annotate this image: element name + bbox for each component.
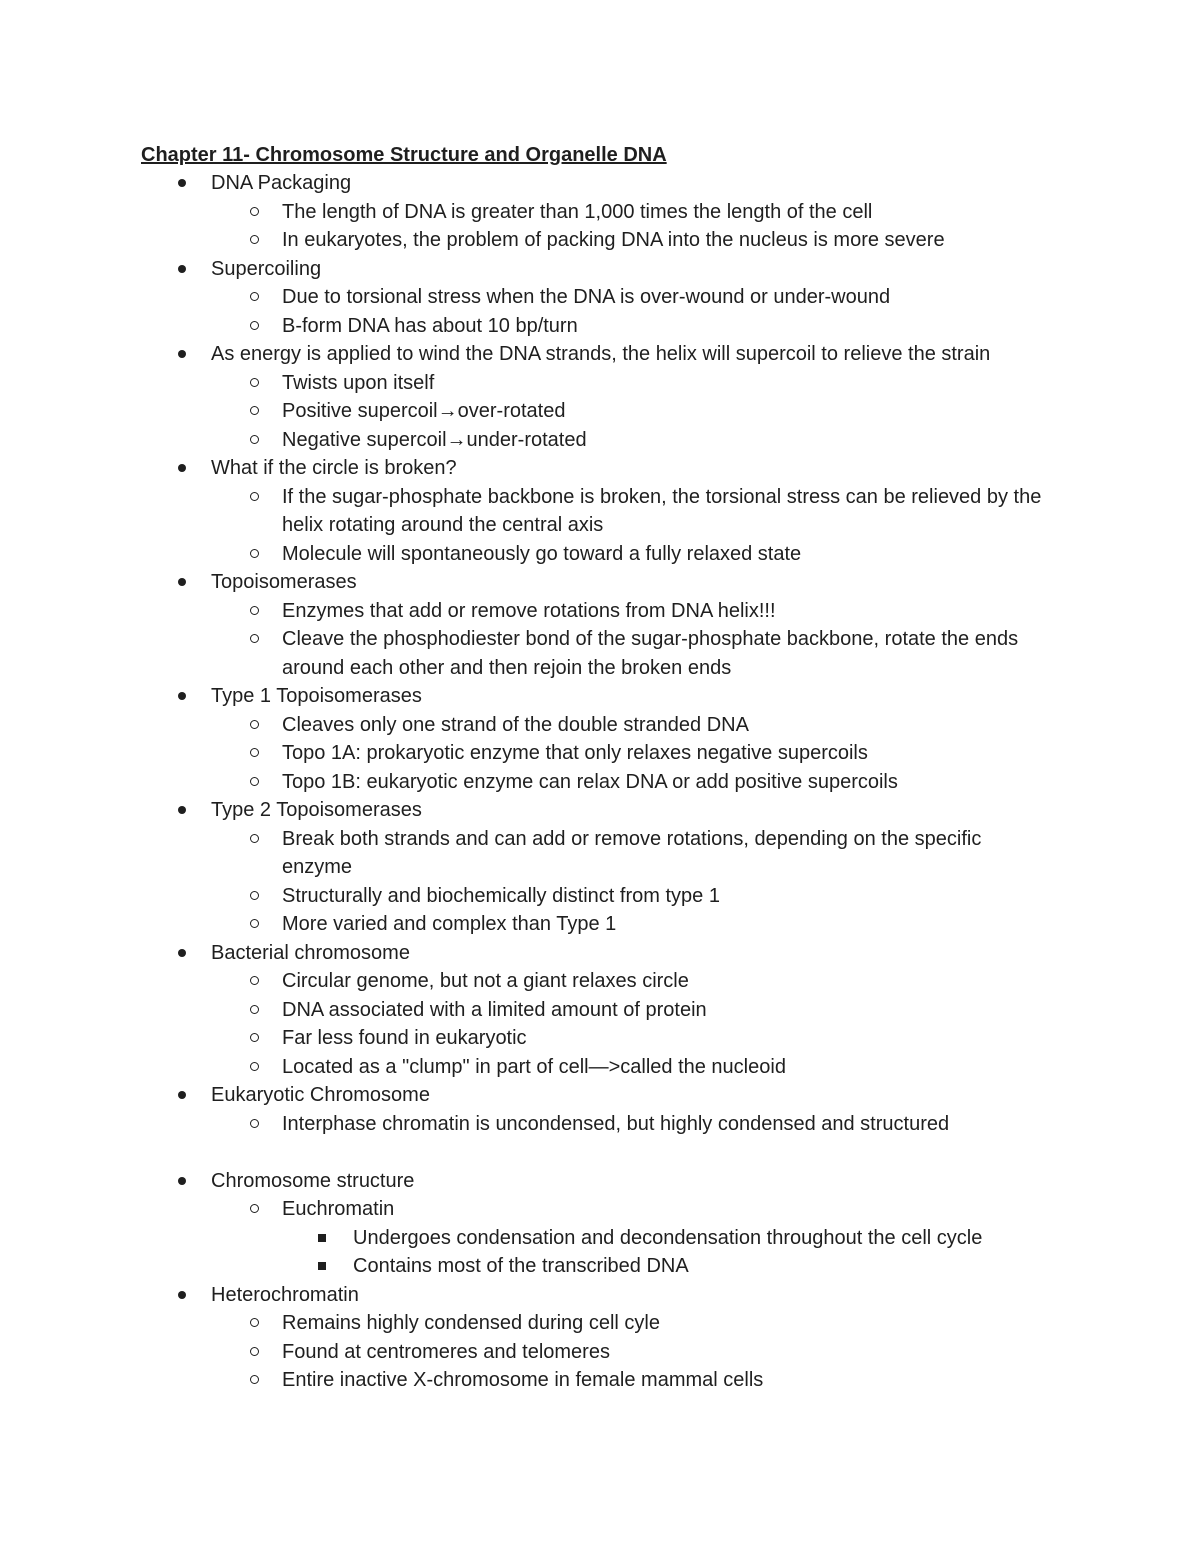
list-item	[0, 568, 1200, 682]
bullet-square-icon	[318, 1262, 326, 1270]
bullet-circle-icon	[250, 976, 259, 985]
list-item: Structurally and biochemically distinct from type 1	[0, 882, 1200, 911]
bullet-circle-icon	[250, 1318, 259, 1327]
list-item	[0, 255, 1200, 341]
section-heading: As energy is applied to wind the DNA strands, the helix will supercoil to relieve the strain	[211, 343, 991, 365]
list-item	[0, 1167, 1200, 1281]
list-item: Contains most of the transcribed DNA	[0, 1252, 1200, 1281]
list-item: Cleaves only one strand of the double stranded DNA	[0, 711, 1200, 740]
bullet-circle-icon	[250, 207, 259, 216]
bullet-circle-icon	[250, 435, 259, 444]
list-item: Molecule will spontaneously go toward a fully relaxed state	[0, 540, 1200, 569]
list-item: Undergoes condensation and decondensation throughout the cell cycle	[0, 1224, 1200, 1253]
list-item	[0, 682, 1200, 796]
list-item	[0, 796, 1200, 939]
bullet-disc-icon	[178, 464, 186, 472]
bullet-disc-icon	[178, 1291, 186, 1299]
bullet-circle-icon	[250, 235, 259, 244]
bullet-square-icon	[318, 1234, 326, 1242]
list-item: Euchromatin Undergoes condensation and decondensation throughout the cell cycle Contains most of the transcribed DNA	[0, 1195, 1200, 1281]
section-heading: DNA Packaging	[211, 172, 352, 194]
list-item: In eukaryotes, the problem of packing DNA into the nucleus is more severe	[0, 226, 1200, 255]
bullet-disc-icon	[178, 350, 186, 358]
section-heading: What if the circle is broken?	[211, 457, 457, 479]
list-item	[0, 340, 1200, 454]
bullet-circle-icon	[250, 1119, 259, 1128]
list-item: Remains highly condensed during cell cyle	[0, 1309, 1200, 1338]
bullet-circle-icon	[250, 378, 259, 387]
bullet-circle-icon	[250, 777, 259, 786]
bullet-disc-icon	[178, 1091, 186, 1099]
bullet-circle-icon	[250, 834, 259, 843]
bullet-circle-icon	[250, 720, 259, 729]
bullet-circle-icon	[250, 549, 259, 558]
list-item: Twists upon itself	[0, 369, 1200, 398]
bullet-circle-icon	[250, 492, 259, 501]
bullet-disc-icon	[178, 692, 186, 700]
bullet-circle-icon	[250, 919, 259, 928]
outline-list	[0, 169, 1200, 1395]
bullet-circle-icon	[250, 406, 259, 415]
bullet-disc-icon	[178, 578, 186, 586]
bullet-circle-icon	[250, 1204, 259, 1213]
list-item: Cleave the phosphodiester bond of the sugar-phosphate backbone, rotate the ends around each other and then rejoin the broken ends	[0, 625, 1200, 682]
bullet-circle-icon	[250, 292, 259, 301]
section-heading: Supercoiling	[211, 257, 322, 280]
list-item: The length of DNA is greater than 1,000 times the length of the cell	[0, 198, 1200, 227]
list-item: Far less found in eukaryotic	[0, 1024, 1200, 1053]
list-item: Topo 1B: eukaryotic enzyme can relax DNA or add positive supercoils	[0, 768, 1200, 797]
bullet-circle-icon	[250, 634, 259, 643]
bullet-disc-icon	[178, 265, 186, 273]
list-item	[0, 454, 1200, 568]
document-title: Chapter 11- Chromosome Structure and Organelle DNA	[141, 144, 667, 166]
bullet-disc-icon	[178, 949, 186, 957]
bullet-circle-icon	[250, 1033, 259, 1042]
blank-line	[211, 1138, 1200, 1167]
section-heading: Heterochromatin	[211, 1283, 359, 1306]
list-item	[0, 1081, 1200, 1167]
list-item: Topo 1A: prokaryotic enzyme that only relaxes negative supercoils	[0, 739, 1200, 768]
list-item: If the sugar-phosphate backbone is broken, the torsional stress can be relieved by the helix rotating around the central axis	[0, 483, 1200, 540]
bullet-disc-icon	[178, 806, 186, 814]
bullet-circle-icon	[250, 1005, 259, 1014]
list-item	[0, 169, 1200, 255]
section-heading: Bacterial chromosome	[211, 941, 410, 964]
list-item: Positive supercoil→over-rotated	[0, 397, 1200, 426]
list-item	[0, 939, 1200, 1082]
list-item	[0, 1281, 1200, 1395]
list-item: Entire inactive X-chromosome in female mammal cells	[0, 1366, 1200, 1395]
list-item: Due to torsional stress when the DNA is over-wound or under-wound	[0, 283, 1200, 312]
bullet-circle-icon	[250, 321, 259, 330]
list-item: Circular genome, but not a giant relaxes circle	[0, 967, 1200, 996]
list-item: B-form DNA has about 10 bp/turn	[0, 312, 1200, 341]
list-item: Enzymes that add or remove rotations from DNA helix!!!	[0, 597, 1200, 626]
section-heading: Type 2 Topoisomerases	[211, 799, 422, 821]
bullet-circle-icon	[250, 1347, 259, 1356]
list-item: Negative supercoil→under-rotated	[0, 426, 1200, 455]
section-heading: Type 1 Topoisomerases	[211, 685, 422, 707]
list-item: Break both strands and can add or remove rotations, depending on the specific enzyme	[0, 825, 1200, 882]
section-heading: Eukaryotic Chromosome	[211, 1084, 430, 1106]
section-heading: Chromosome structure	[211, 1169, 415, 1192]
bullet-disc-icon	[178, 179, 186, 187]
section-heading: Topoisomerases	[211, 571, 357, 593]
list-item: Interphase chromatin is uncondensed, but highly condensed and structured	[0, 1110, 1200, 1139]
list-item: DNA associated with a limited amount of protein	[0, 996, 1200, 1025]
bullet-disc-icon	[178, 1177, 186, 1185]
bullet-circle-icon	[250, 891, 259, 900]
list-item: More varied and complex than Type 1	[0, 910, 1200, 939]
bullet-circle-icon	[250, 1062, 259, 1071]
list-item: Located as a "clump" in part of cell—>called the nucleoid	[0, 1053, 1200, 1082]
bullet-circle-icon	[250, 1375, 259, 1384]
bullet-circle-icon	[250, 606, 259, 615]
bullet-circle-icon	[250, 748, 259, 757]
list-item: Found at centromeres and telomeres	[0, 1338, 1200, 1367]
